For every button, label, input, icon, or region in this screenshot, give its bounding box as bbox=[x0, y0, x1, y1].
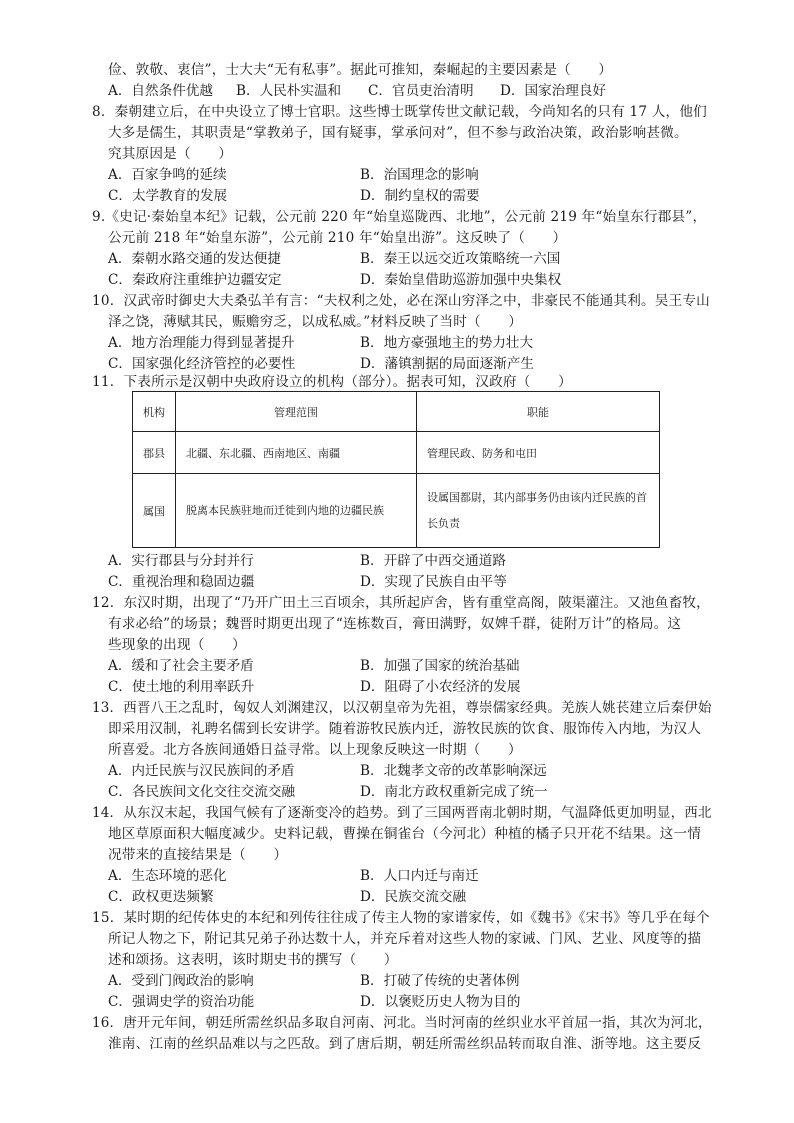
q11-option-a: A．实行郡县与分封并行 bbox=[108, 553, 254, 569]
q14-option-d: D．民族交流交融 bbox=[360, 889, 467, 905]
q10-option-d: D．藩镇割据的局面逐渐产生 bbox=[360, 356, 535, 372]
q12-stem-line2: 有求必给”的场景；魏晋时期更出现了“连栋数百，膏田满野，奴婢千群，徒附万计”的格局。这 bbox=[108, 616, 682, 632]
q11-table-cell: 北疆、东北疆、西南地区、南疆 bbox=[176, 432, 417, 474]
q8-stem-line3: 究其原因是（ ） bbox=[108, 146, 233, 162]
q8-option-c: C．太学教育的发展 bbox=[108, 188, 228, 204]
q11-table-header-row bbox=[133, 392, 660, 432]
q10-option-c: C．国家强化经济管控的必要性 bbox=[108, 356, 296, 372]
q9-option-a: A．秦朝水路交通的发达便捷 bbox=[108, 251, 281, 267]
q8-option-a: A．百家争鸣的延续 bbox=[108, 167, 227, 183]
q7-option-b: B．人民朴实温和 bbox=[236, 83, 342, 99]
q14-option-a: A．生态环境的恶化 bbox=[108, 868, 227, 884]
q15-option-a: A．受到门阀政治的影响 bbox=[108, 973, 254, 989]
q11-table-cell: 脱离本民族驻地而迁徙到内地的边疆民族 bbox=[176, 474, 417, 548]
q9-stem-line2: 公元前 218 年“始皇东游”，公元前 210 年“始皇出游”。这反映了（ ） bbox=[108, 230, 567, 246]
q8-option-b: B．治国理念的影响 bbox=[360, 167, 479, 183]
q13-option-c: C．各民族间文化交往交流交融 bbox=[108, 784, 296, 800]
q11-table-row bbox=[133, 474, 660, 548]
q8-option-d: D．制约皇权的需要 bbox=[360, 188, 480, 204]
q11-table bbox=[132, 391, 660, 548]
q10-option-a: A．地方治理能力得到显著提升 bbox=[108, 335, 295, 351]
q12-stem-line3: 些现象的出现（ ） bbox=[108, 637, 246, 653]
q10-stem-line2: 泽之饶，薄赋其民，赈赡穷乏，以成私威。”材料反映了当时（ ） bbox=[108, 314, 523, 330]
q14-option-c: C．政权更迭频繁 bbox=[108, 889, 214, 905]
q16-stem-line2: 淮南、江南的丝织品难以与之匹敌。到了唐后期，朝廷所需丝织品转而取自淮、浙等地。这主要反 bbox=[108, 1036, 702, 1052]
q13-option-a: A．内迁民族与汉民族间的矛盾 bbox=[108, 763, 295, 779]
q11-table-header: 管理范围 bbox=[176, 392, 417, 432]
q11-table-header: 职能 bbox=[417, 392, 660, 432]
q15-option-b: B．打破了传统的史著体例 bbox=[360, 973, 520, 989]
q11-option-c: C．重视治理和稳固边疆 bbox=[108, 574, 255, 590]
q10-stem-line1: 10．汉武帝时御史大夫桑弘羊有言：“夫权利之处，必在深山穷泽之中，非豪民不能通其利。吴王专山 bbox=[92, 293, 710, 309]
q15-stem-line2: 所记人物之下，附记其兄弟子孙达数十人，并充斥着对这些人物的家诫、门风、艺业、风度等的描 bbox=[108, 931, 702, 947]
q15-stem-line3: 述和颂扬。这表明，该时期史书的撰写（ ） bbox=[108, 952, 398, 968]
q13-option-d: D．南北方政权重新完成了统一 bbox=[360, 784, 548, 800]
q15-option-d: D．以褒贬历史人物为目的 bbox=[360, 994, 521, 1010]
q7-option-a: A．自然条件优越 bbox=[108, 83, 213, 99]
q11-table-header: 机构 bbox=[133, 392, 176, 432]
q9-option-d: D．秦始皇借助巡游加强中央集权 bbox=[360, 272, 562, 288]
q10-option-b: B．地方豪强地主的势力壮大 bbox=[360, 335, 534, 351]
q11-stem-line1: 11．下表所示是汉朝中央政府设立的机构（部分）。据表可知，汉政府（ ） bbox=[92, 374, 572, 390]
q7-option-d: D．国家治理良好 bbox=[500, 83, 607, 99]
q14-option-b: B．人口内迁与南迁 bbox=[360, 868, 479, 884]
q12-stem-line1: 12．东汉时期，出现了“乃开广田土三百顷余，其所起庐舍，皆有重堂高阁，陂渠灌注。又池鱼畜牧， bbox=[92, 595, 710, 611]
q8-stem-line1: 8．秦朝建立后，在中央设立了博士官职。这些博士既掌传世文献记载，今尚知名的只有 17 人，他们 bbox=[92, 104, 707, 120]
q14-stem-line3: 况带来的直接结果是（ ） bbox=[108, 847, 288, 863]
q12-option-b: B．加强了国家的统治基础 bbox=[360, 658, 520, 674]
q12-option-c: C．使土地的利用率跃升 bbox=[108, 679, 255, 695]
q11-table-cell: 属国 bbox=[133, 474, 176, 548]
q15-option-c: C．强调史学的资治功能 bbox=[108, 994, 255, 1010]
q11-table-row bbox=[133, 432, 660, 474]
q13-stem-line3: 所喜爱。北方各族间通婚日益寻常。以上现象反映这一时期（ ） bbox=[108, 742, 522, 758]
q16-stem-line1: 16．唐开元年间，朝廷所需丝织品多取自河南、河北。当时河南的丝织业水平首屈一指，其次为河北， bbox=[92, 1015, 712, 1031]
q11-table-cell: 管理民政、防务和屯田 bbox=[417, 432, 660, 474]
q13-option-b: B．北魏孝文帝的改革影响深远 bbox=[360, 763, 547, 779]
q13-stem-line1: 13．西晋八王之乱时，匈奴人刘渊建汉，以汉朝皇帝为先祖，尊崇儒家经典。羌族人姚苌建立后秦伊始 bbox=[92, 700, 712, 716]
q9-option-b: B．秦王以远交近攻策略统一六国 bbox=[360, 251, 561, 267]
q9-option-c: C．秦政府注重维护边疆安定 bbox=[108, 272, 282, 288]
q11-table-cell: 设属国都尉，其内部事务仍由该内迁民族的首长负责 bbox=[417, 474, 660, 548]
q7-stem-cont: 俭、敦敬、衷信”，士大夫“无有私事”。据此可推知，秦崛起的主要因素是（ ） bbox=[108, 62, 613, 78]
q11-table-cell: 郡县 bbox=[133, 432, 176, 474]
q11-option-b: B．开辟了中西交通道路 bbox=[360, 553, 506, 569]
q14-stem-line1: 14．从东汉末起，我国气候有了逐渐变冷的趋势。到了三国两晋南北朝时期，气温降低更加明显，西北 bbox=[92, 805, 712, 821]
q12-option-d: D．阻碍了小农经济的发展 bbox=[360, 679, 521, 695]
q11-option-d: D．实现了民族自由平等 bbox=[360, 574, 507, 590]
q9-stem-line1: 9.《史记·秦始皇本纪》记载，公元前 220 年“始皇巡陇西、北地”，公元前 219 年“始皇东行郡县”， bbox=[92, 209, 707, 225]
q7-option-c: C．官员吏治清明 bbox=[368, 83, 474, 99]
q15-stem-line1: 15．某时期的纪传体史的本纪和列传往往成了传主人物的家谱家传，如《魏书》《宋书》等几乎在每个 bbox=[92, 910, 710, 926]
q12-option-a: A．缓和了社会主要矛盾 bbox=[108, 658, 254, 674]
q8-stem-line2: 大多是儒生，其职责是“掌教弟子，国有疑事，掌承问对”，但不参与政治决策，政治影响甚微。 bbox=[108, 125, 688, 141]
q13-stem-line2: 即采用汉制，礼聘名儒到长安讲学。随着游牧民族内迁，游牧民族的饮食、服饰传入内地，为汉人 bbox=[108, 721, 702, 737]
q14-stem-line2: 地区草原面积大幅度减少。史料记载，曹操在铜雀台（今河北）种植的橘子只开花不结果。这一情 bbox=[108, 826, 702, 842]
